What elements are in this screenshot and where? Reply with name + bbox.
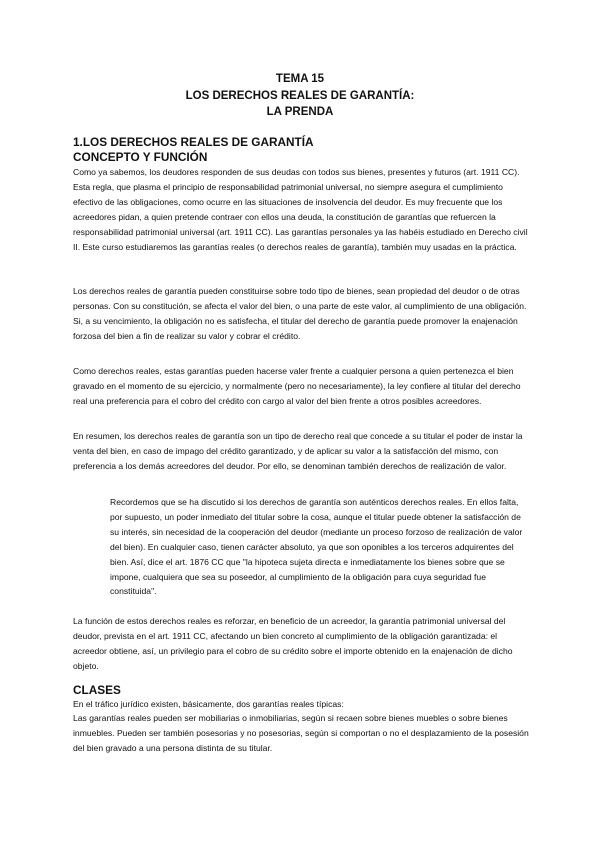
subsection-heading: CONCEPTO Y FUNCIÓN	[73, 150, 208, 164]
quote-block: Recordemos que se ha discutido si los derechos de garantía son auténticos derechos reales. En ellos falta, por supuesto, un poder inmediato del titular sobre la cosa, aunque el titular puede obtener la satisfacción de su interés, sin necesidad de la cooperación del deudor (mediante un proceso forzoso de realización de valor del bien). En cualquier caso, tienen carácter absoluto, ya que son oponibles a los terceros adquirentes del bien. Así, dice el art. 1876 CC que "la hipoteca sujeta directa e inmediatamente los bienes sobre que se impone, cualquiera que sea su poseedor, al cumplimiento de la obligación para cuya seguridad fue constituida".	[110, 497, 523, 597]
clases-paragraph: Las garantías reales pueden ser mobiliarias o inmobiliarias, según si recaen sobre bienes muebles o sobre bienes inmuebles. Pueden ser también posesorias y no posesorias, según si comportan o no el desplazamiento de la posesión del bien gravado a una persona distinta de su titular.	[73, 713, 529, 753]
document-title: LOS DERECHOS REALES DE GARANTÍA:	[185, 90, 415, 102]
clases-heading: CLASES	[73, 683, 121, 697]
document-subtitle: LA PRENDA	[266, 106, 334, 118]
paragraph-4: En resumen, los derechos reales de garantía son un tipo de derecho real que concede a su titular el poder de instar la venta del bien, en caso de impago del crédito garantizado, y de aplicar su valor a la satisfacción del mismo, con preferencia a los demás acreedores del deudor. Por ello, se denominan también derechos de realización de valor.	[73, 431, 523, 471]
paragraph-2: Los derechos reales de garantía pueden constituirse sobre todo tipo de bienes, sean propiedad del deudor o de otras personas. Con su constitución, se afecta el valor del bien, o una parte de este valor, al cumplimiento de una obligación. Si, a su vencimiento, la obligación no es satisfecha, el titular del derecho de garantía puede promover la enajenación forzosa del bien a fin de realizar su valor y cobrar el crédito.	[73, 286, 527, 341]
paragraph-3: Como derechos reales, estas garantías pueden hacerse valer frente a cualquier persona a quien pertenezca el bien gravado en el momento de su ejercicio, y normalmente (pero no necesariamente), la ley confiere al titular del derecho real una preferencia para el cobro del crédito con cargo al valor del bien frente a otros posibles acreedores.	[73, 366, 521, 406]
section-heading: 1.LOS DERECHOS REALES DE GARANTÍA	[73, 135, 314, 149]
tema-number: TEMA 15	[275, 73, 325, 85]
paragraph-5: La función de estos derechos reales es reforzar, en beneficio de un acreedor, la garantía patrimonial universal del deudor, prevista en el art. 1911 CC, afectando un bien concreto al cumplimiento de la obligación garantizada: el acreedor obtiene, así, un privilegio para el cobro de su crédito sobre el importe obtenido en la enajenación de dicho objeto.	[73, 616, 513, 671]
paragraph-1: Como ya sabemos, los deudores responden de sus deudas con todos sus bienes, presentes y futuros (art. 1911 CC). Esta regla, que plasma el principio de responsabilidad patrimonial universal, no siempre asegura el cumplimiento efectivo de las obligaciones, como ocurre en las situaciones de insolvencia del deudor. Es muy frecuente que los acreedores pidan, a quien pretende contraer con ellos una deuda, la constitución de garantías que refuercen la responsabilidad patrimonial universal (art. 1911 CC). Las garantías personales ya las habéis estudiado en Derecho civil II. Este curso estudiaremos las garantías reales (o derechos reales de garantía), también muy usadas en la práctica.	[73, 167, 528, 252]
clases-intro: En el tráfico jurídico existen, básicamente, dos garantías reales típicas:	[73, 699, 344, 709]
